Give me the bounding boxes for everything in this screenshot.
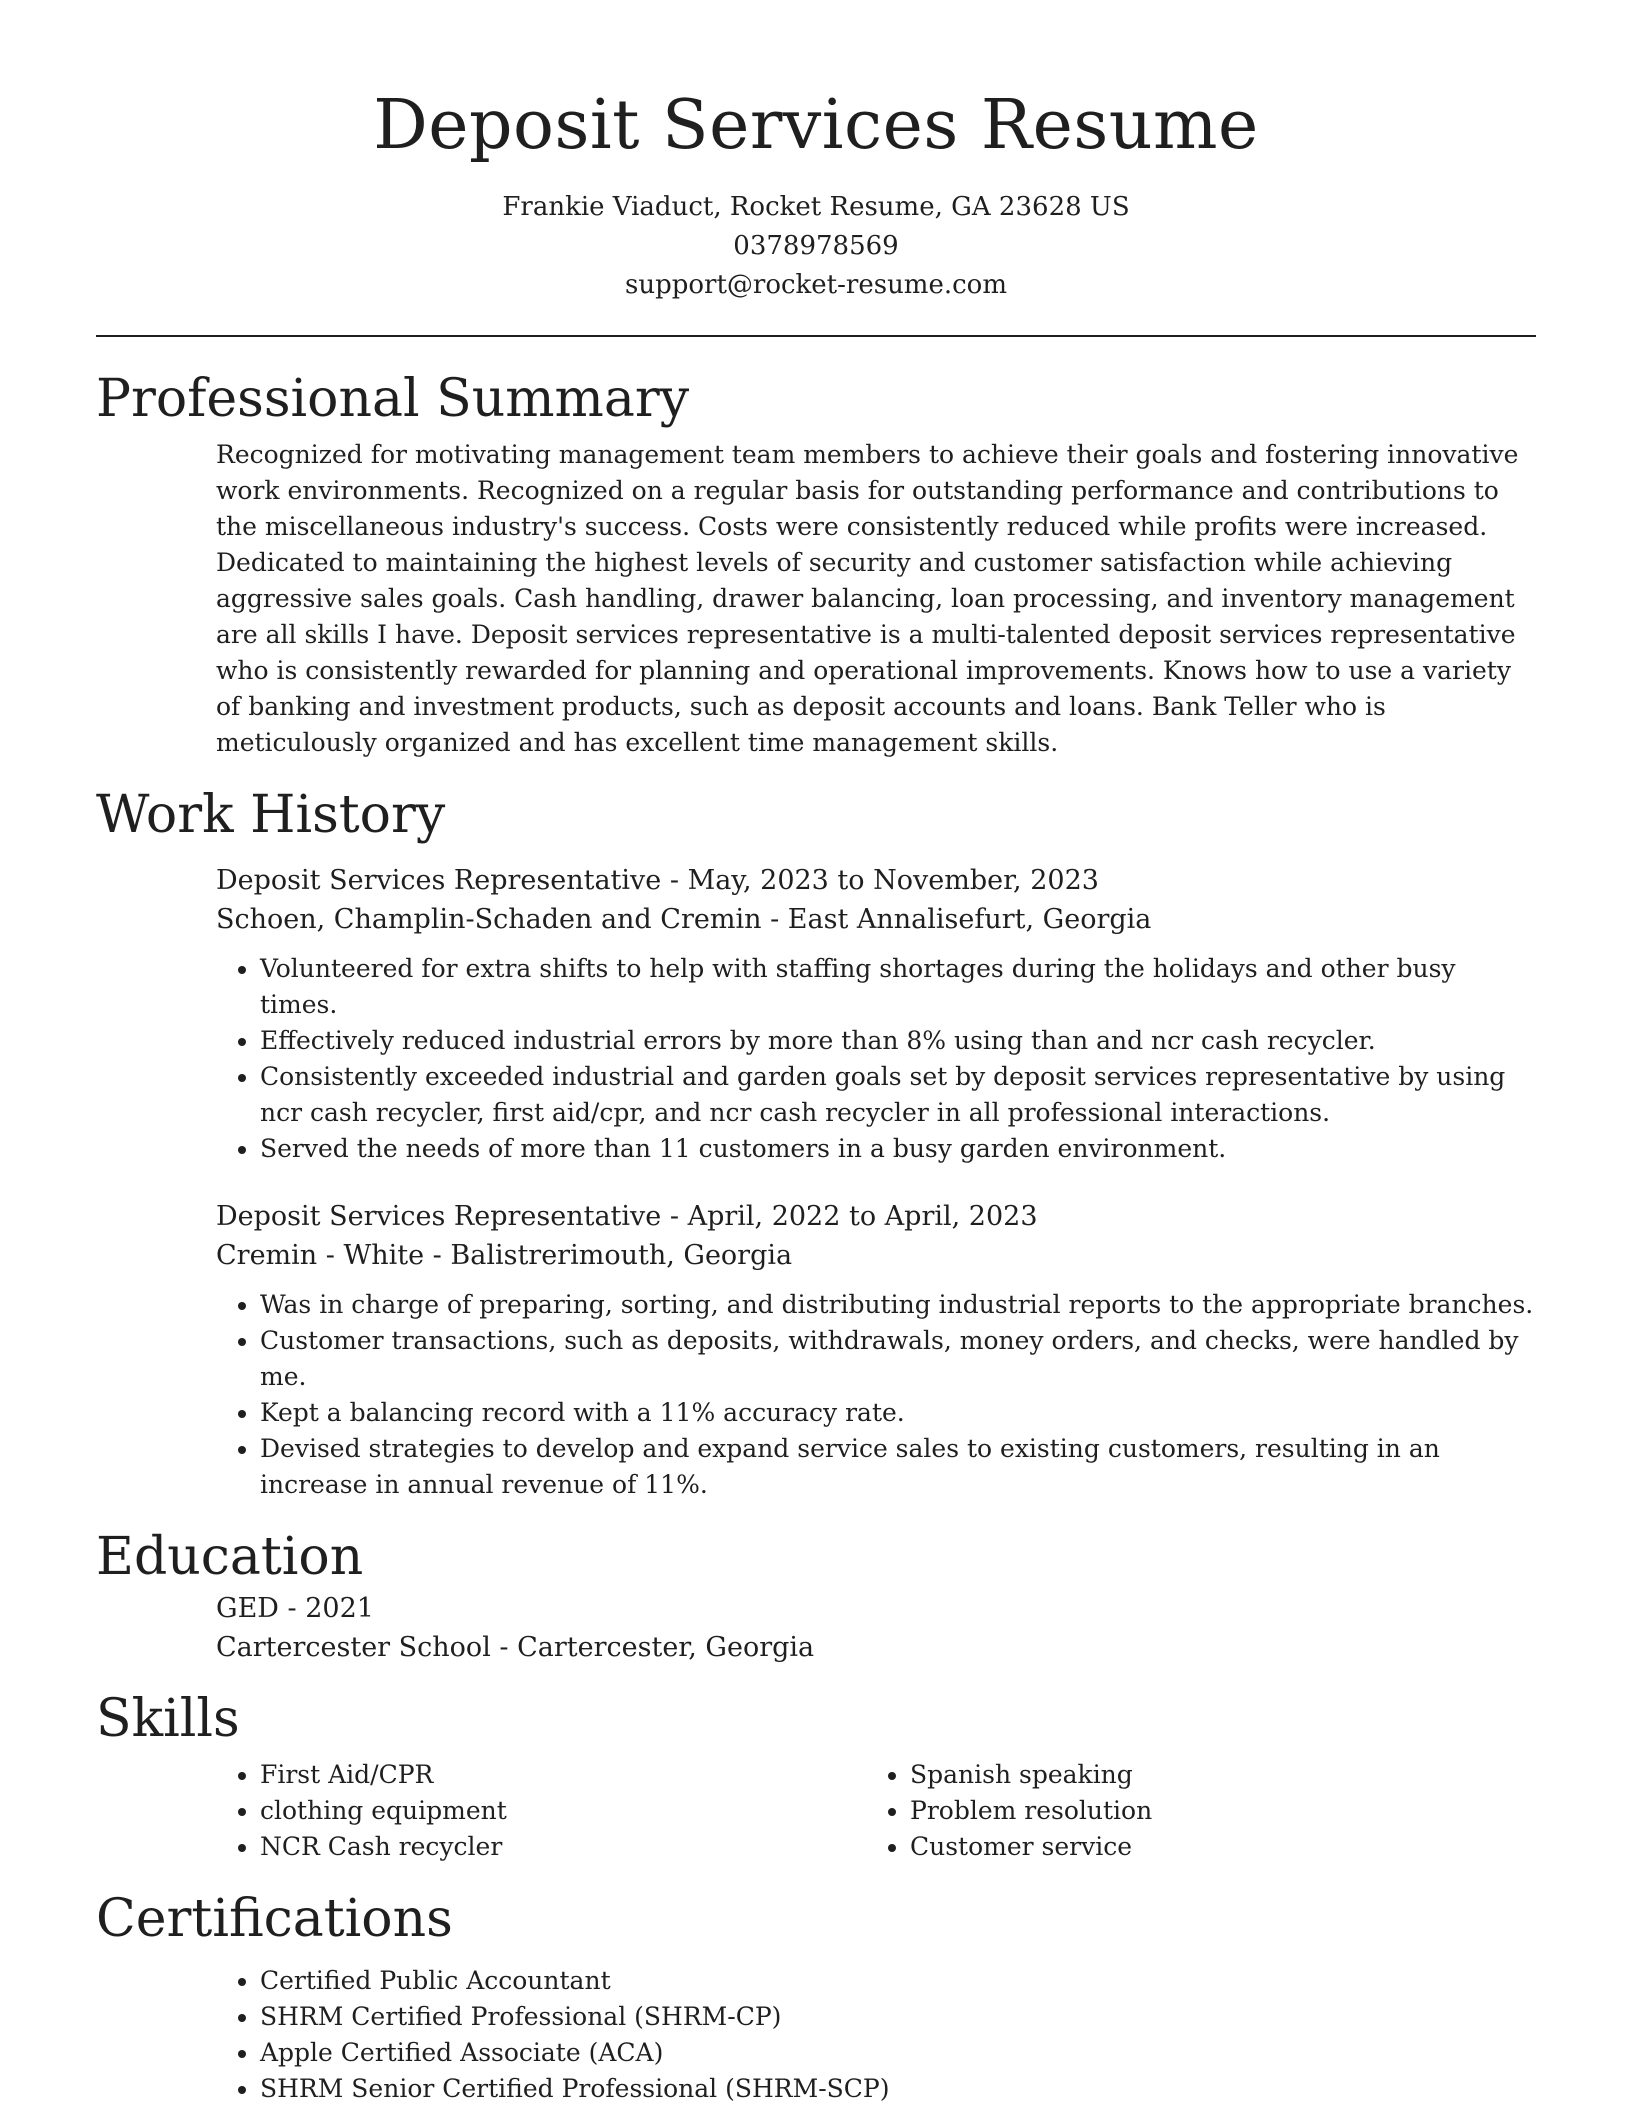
section-title-summary: Professional Summary [96, 369, 690, 429]
skills-list-right [866, 1757, 1536, 1865]
certification-item: • Apple Certified Associate (ACA) [260, 2035, 1536, 2071]
job-bullet: • Customer transactions, such as deposits, withdrawals, money orders, and checks, were handled by me. [260, 1323, 1536, 1395]
job-bullet: • Volunteered for extra shifts to help with staffing shortages during the holidays and other busy times. [260, 951, 1536, 1023]
job-company: Cremin - White [216, 1240, 425, 1271]
summary-text: Recognized for motivating management team members to achieve their goals and fostering innovative work environments. Recognized on a regular basis for outstanding performance and contributions to the miscellaneous industry's success. Costs were consistently reduced while profits were increased. Dedicated to maintaining the highest levels of security and customer satisfaction while achieving aggressive sales goals. Cash handling, drawer balancing, loan processing, and inventory management are all skills I have. Deposit services representative is a multi-talented deposit services representative who is consistently rewarded for planning and operational improvements. Knows how to use a variety of banking and investment products, such as deposit accounts and loans. Bank Teller who is meticulously organized and has excellent time management skills. [216, 440, 1519, 757]
education-degree-line [216, 1589, 1536, 1628]
skills-grid [216, 1757, 1536, 1865]
education-school-line [216, 1628, 1536, 1667]
contact-address: Frankie Viaduct, Rocket Resume, GA 23628 US [502, 192, 1130, 222]
education-section [216, 1589, 1536, 1667]
skill-item: • Spanish speaking [910, 1757, 1536, 1793]
job-bullet: • Served the needs of more than 11 customers in a busy garden environment. [260, 1131, 1536, 1167]
education-school: Cartercester School [216, 1632, 491, 1663]
job-title: Deposit Services Representative [216, 865, 662, 896]
education-location: - Cartercester, Georgia [499, 1632, 815, 1663]
skill-item: • Customer service [910, 1829, 1536, 1865]
skill-item: • First Aid/CPR [260, 1757, 866, 1793]
job-dates: - May, 2023 to November, 2023 [669, 865, 1099, 896]
skill-item: • NCR Cash recycler [260, 1829, 866, 1865]
contact-email: support@rocket-resume.com [624, 270, 1007, 300]
work-history-section [216, 861, 1536, 1503]
section-title-skills: Skills [96, 1689, 240, 1749]
summary-section [216, 437, 1536, 761]
education-degree: GED [216, 1593, 279, 1624]
job-title-line [216, 1197, 1536, 1236]
job-title: Deposit Services Representative [216, 1201, 662, 1232]
skill-item: • clothing equipment [260, 1793, 866, 1829]
skill-item: • Problem resolution [910, 1793, 1536, 1829]
job-bullet: • Devised strategies to develop and expand service sales to existing customers, resulting in an increase in annual revenue of 11%. [260, 1431, 1536, 1503]
job-dates: - April, 2022 to April, 2023 [669, 1201, 1038, 1232]
job-bullet: • Was in charge of preparing, sorting, and distributing industrial reports to the appropriate branches. [260, 1287, 1536, 1323]
certification-item: • SHRM Certified Professional (SHRM-CP) [260, 1999, 1536, 2035]
job-bullet: • Kept a balancing record with a 11% accuracy rate. [260, 1395, 1536, 1431]
section-title-education: Education [96, 1527, 364, 1587]
job-company: Schoen, Champlin-Schaden and Cremin [216, 904, 762, 935]
job-entry [216, 1197, 1536, 1503]
skills-section [216, 1757, 1536, 1865]
job-entry [216, 861, 1536, 1167]
certifications-list [216, 1963, 1536, 2107]
section-title-work-history: Work History [96, 785, 446, 845]
job-company-line [216, 900, 1536, 939]
skills-list-left [216, 1757, 866, 1865]
certifications-section [216, 1963, 1536, 2107]
job-location: - East Annalisefurt, Georgia [770, 904, 1152, 935]
job-company-line [216, 1236, 1536, 1275]
job-bullets [216, 1287, 1536, 1503]
certification-item: • Certified Public Accountant [260, 1963, 1536, 1999]
education-year: - 2021 [287, 1593, 374, 1624]
header-divider [96, 335, 1536, 337]
job-title-line [216, 861, 1536, 900]
job-location: - Balistrerimouth, Georgia [432, 1240, 793, 1271]
contact-phone: 0378978569 [733, 231, 899, 261]
certification-item: • SHRM Senior Certified Professional (SHRM-SCP) [260, 2071, 1536, 2107]
contact-block [96, 188, 1536, 305]
job-bullet: • Consistently exceeded industrial and garden goals set by deposit services representative by using ncr cash recycler, first aid/cpr, and ncr cash recycler in all professional interactions. [260, 1059, 1536, 1131]
job-bullet: • Effectively reduced industrial errors by more than 8% using than and ncr cash recycler. [260, 1023, 1536, 1059]
resume-title: Deposit Services Resume [373, 86, 1259, 165]
section-title-certifications: Certifications [96, 1889, 453, 1949]
job-bullets [216, 951, 1536, 1167]
